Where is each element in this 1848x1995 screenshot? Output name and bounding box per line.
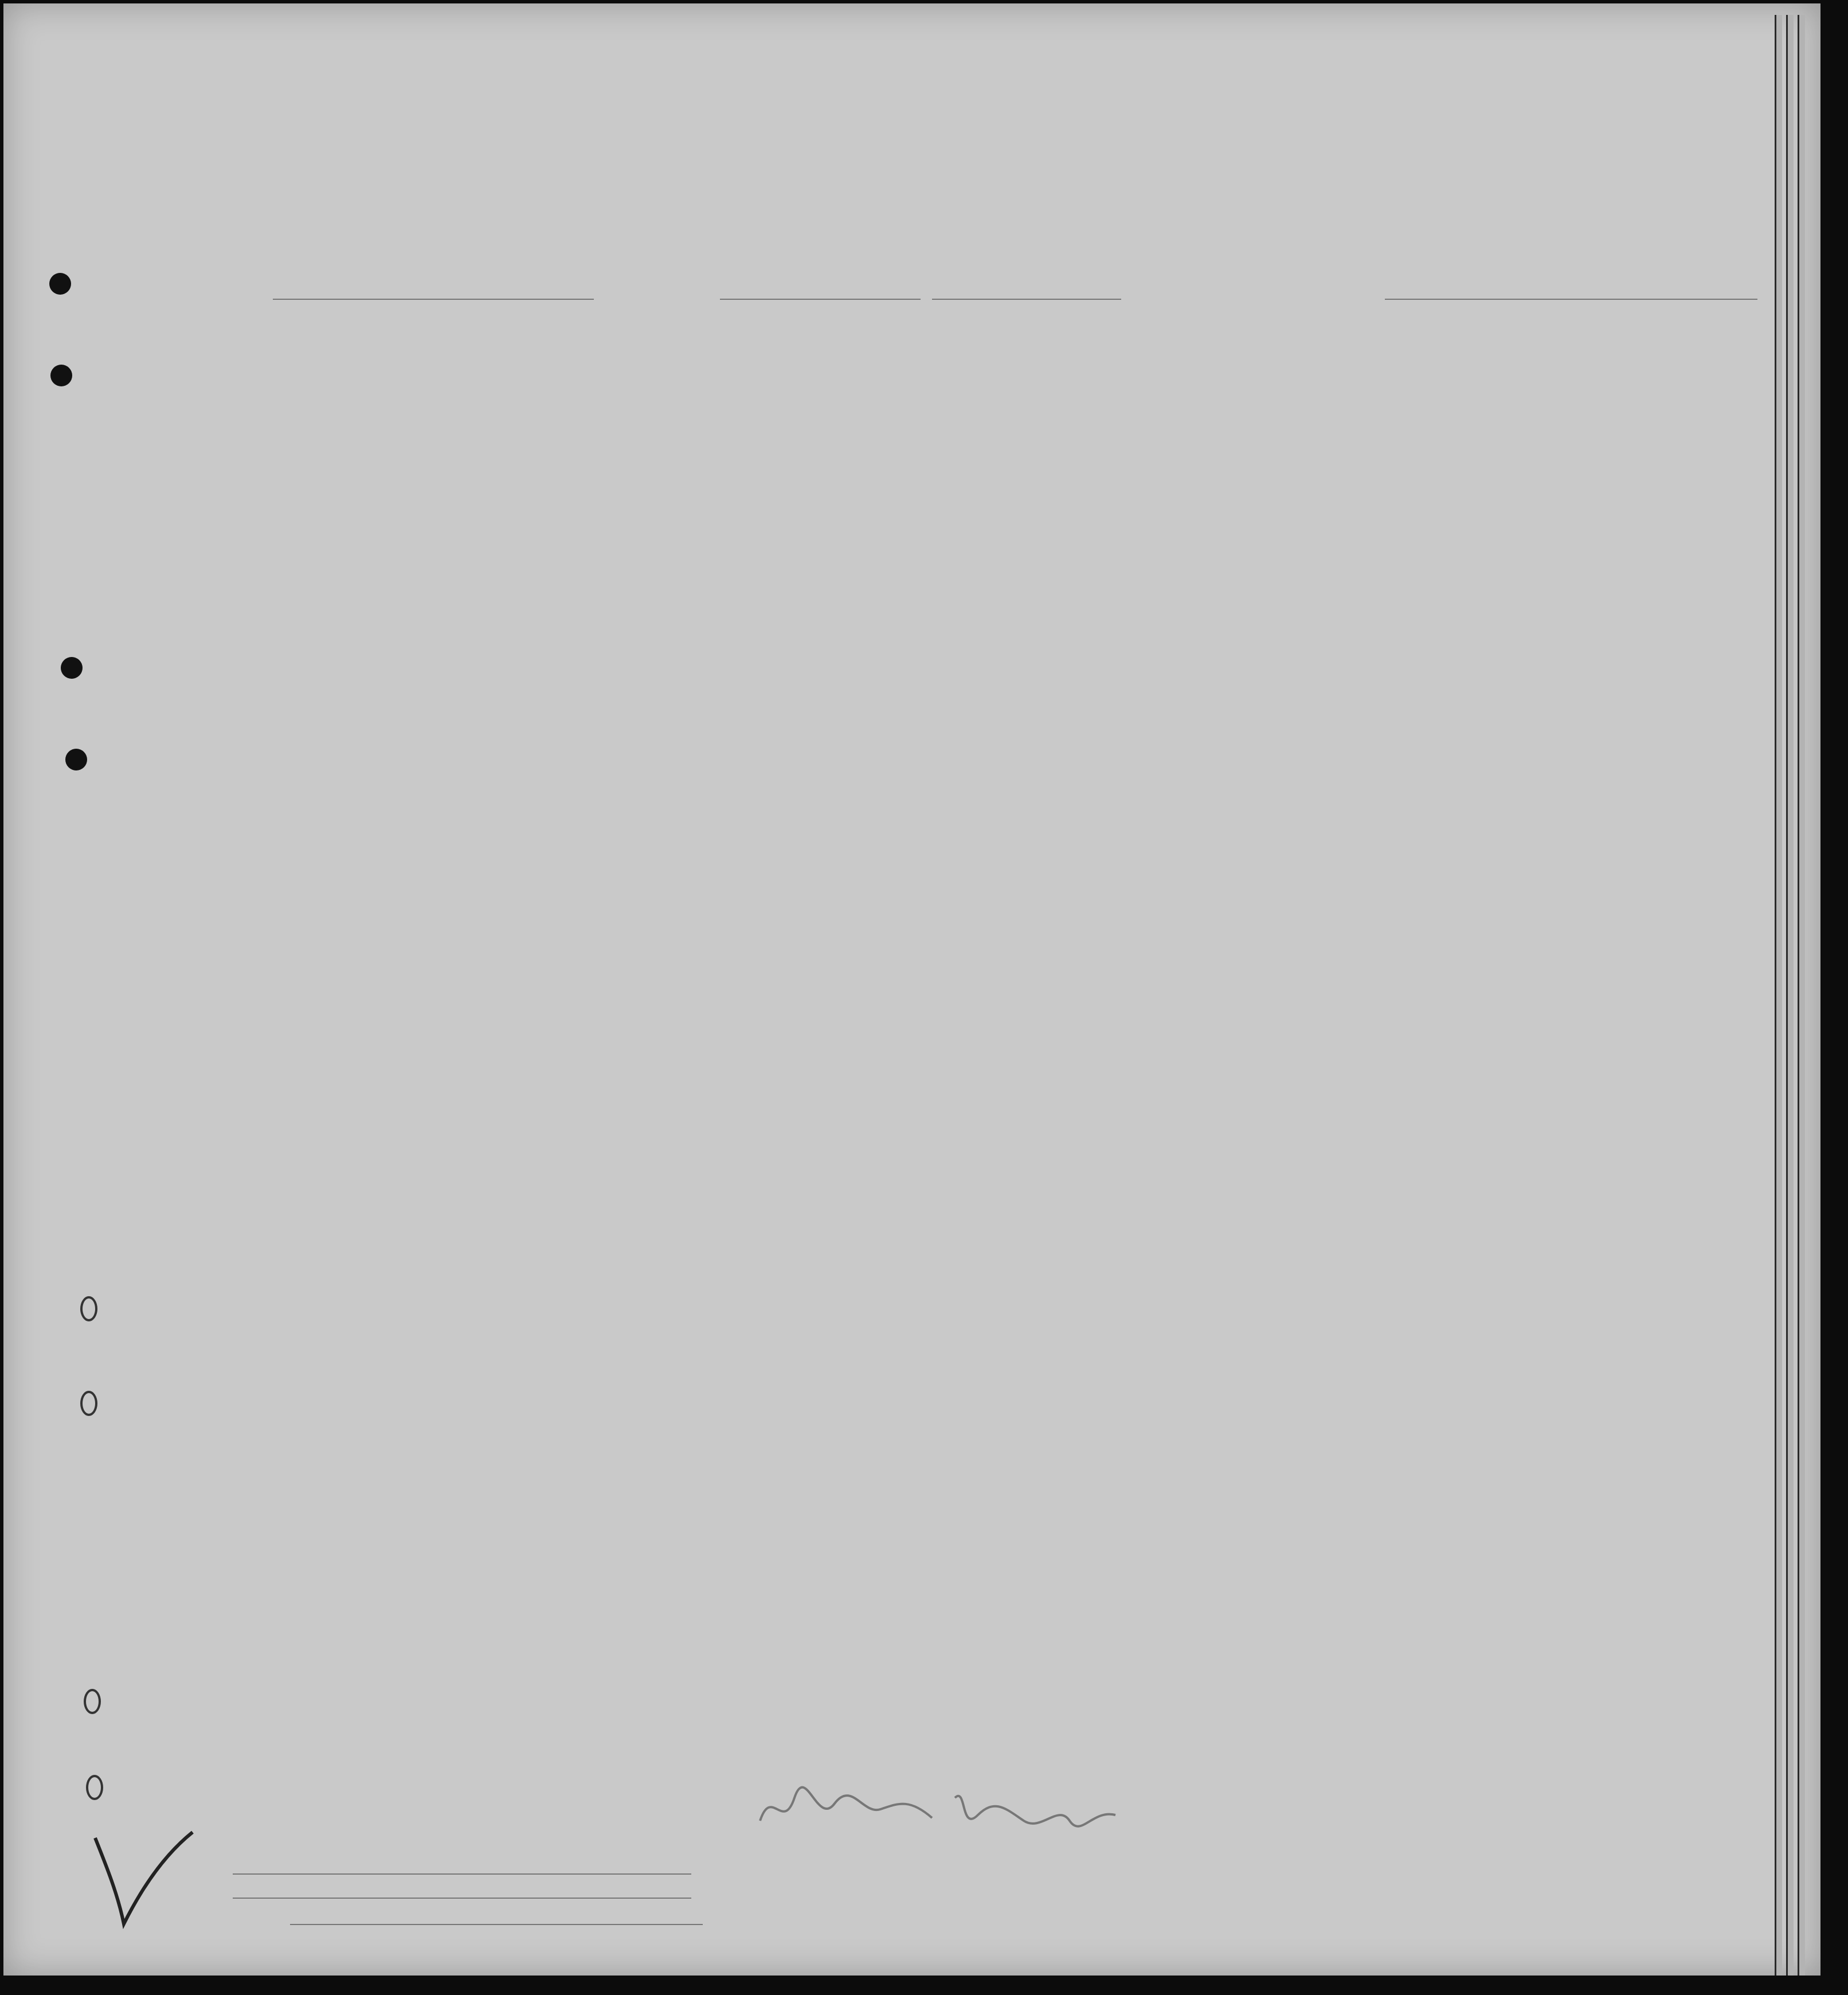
page-edge — [1775, 15, 1782, 1976]
binder-ring — [80, 1391, 97, 1416]
page-edge — [1798, 15, 1805, 1976]
manifest-sheet — [3, 3, 1820, 1976]
punch-hole — [61, 657, 83, 679]
punch-hole — [50, 365, 72, 386]
inspector-signature — [749, 1775, 1161, 1844]
binder-ring — [86, 1775, 103, 1800]
binder-ring — [80, 1296, 97, 1321]
punch-hole — [49, 273, 71, 295]
page-edge — [1786, 15, 1794, 1976]
check-mark-v — [84, 1821, 198, 1935]
binder-ring — [84, 1689, 101, 1714]
punch-hole — [65, 749, 87, 770]
